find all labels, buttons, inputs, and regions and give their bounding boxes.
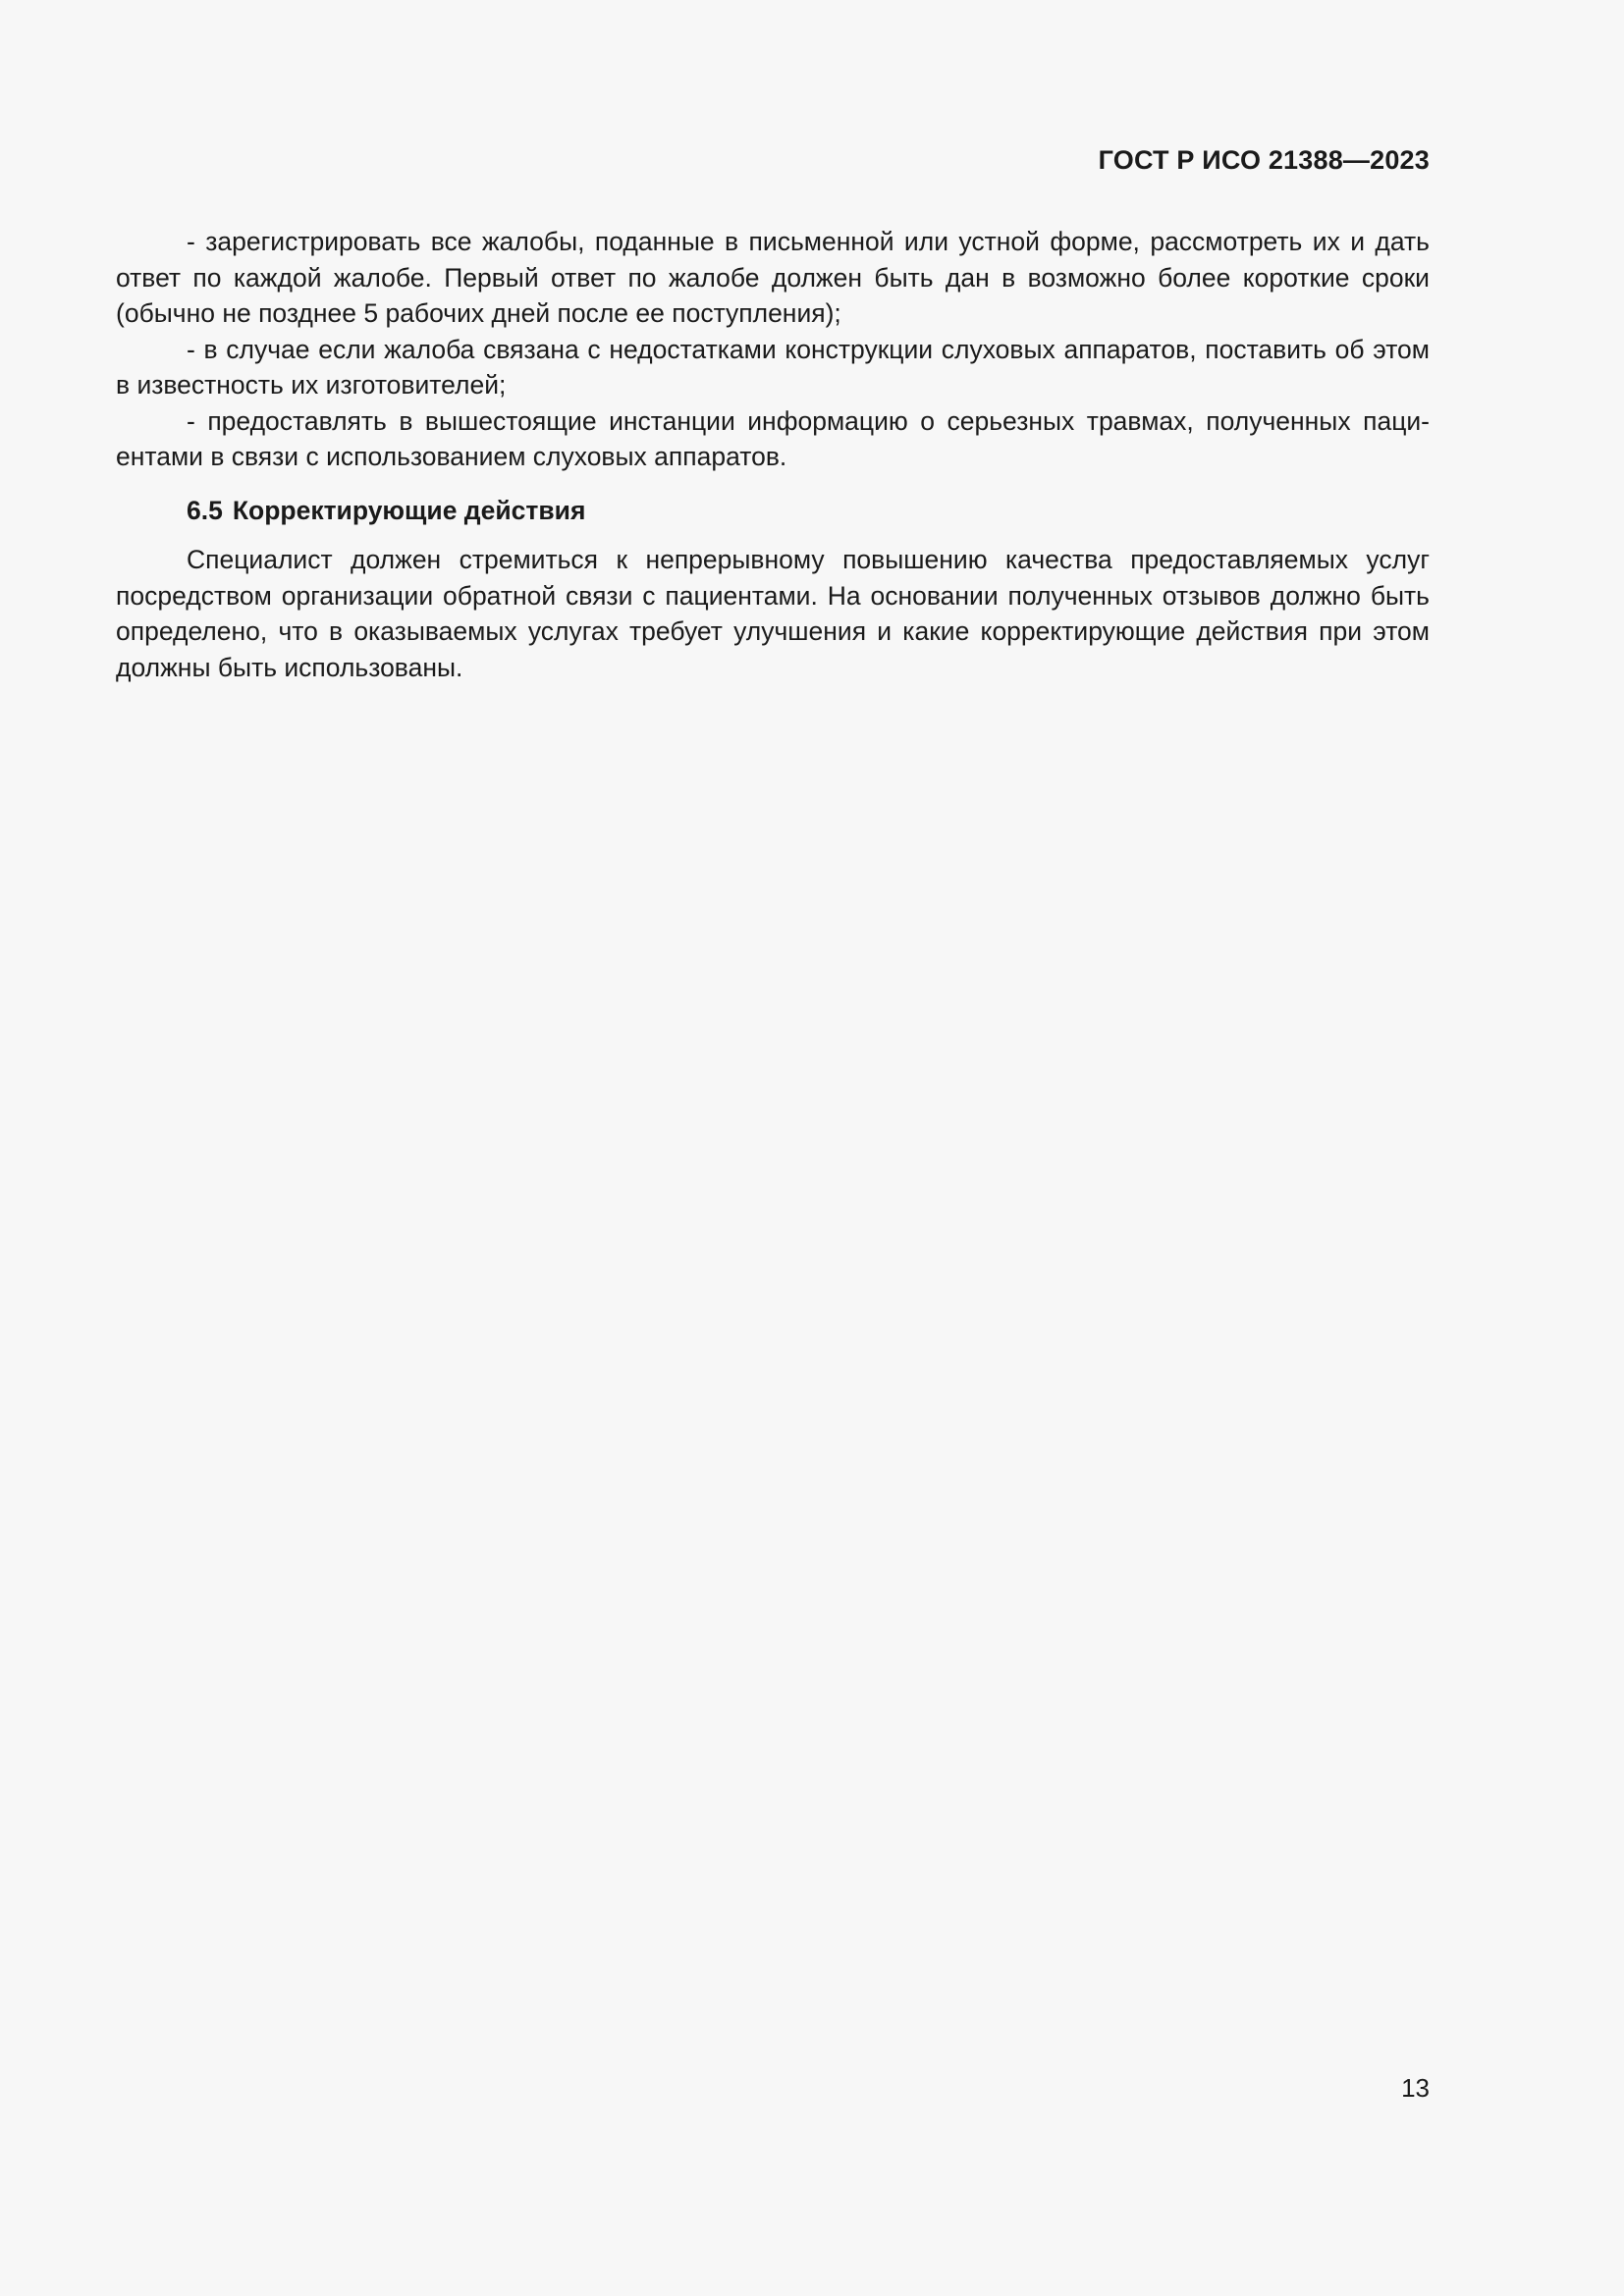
page-content bbox=[116, 224, 1430, 685]
document-code-header: ГОСТ Р ИСО 21388—2023 bbox=[1098, 145, 1430, 175]
page-number: 13 bbox=[1401, 2073, 1430, 2103]
list-item: - в случае если жалоба связана с недостатками конструкции слуховых аппаратов, поставить об этом в известность их изготовителей; bbox=[116, 334, 1430, 400]
section-number: 6.5 bbox=[187, 495, 223, 525]
list-item: - зарегистрировать все жалобы, поданные в письменной или устной форме, рассмотреть их и дать ответ по каждой жалобе. Первый ответ по жалобе должен быть дан в возможно более короткие сроки (обычно не позднее 5 рабочих дней после ее поступления); bbox=[116, 227, 1430, 328]
list-item: - предоставлять в вышестоящие инстанции информацию о серьезных травмах, полученных пациентами в связи с использованием слуховых аппаратов. bbox=[116, 405, 1430, 471]
section-heading bbox=[116, 493, 1430, 529]
section-body-paragraph: Специалист должен стремиться к непрерывному повышению качества предоставляемых услуг посредством организации обратной связи с пациентами. На основании полученных отзывов должно быть определено, что в оказываемых услугах требует улучшения и какие корректирующие действия при этом должны быть использованы. bbox=[116, 545, 1430, 682]
section-title: Корректирующие действия bbox=[232, 495, 586, 525]
